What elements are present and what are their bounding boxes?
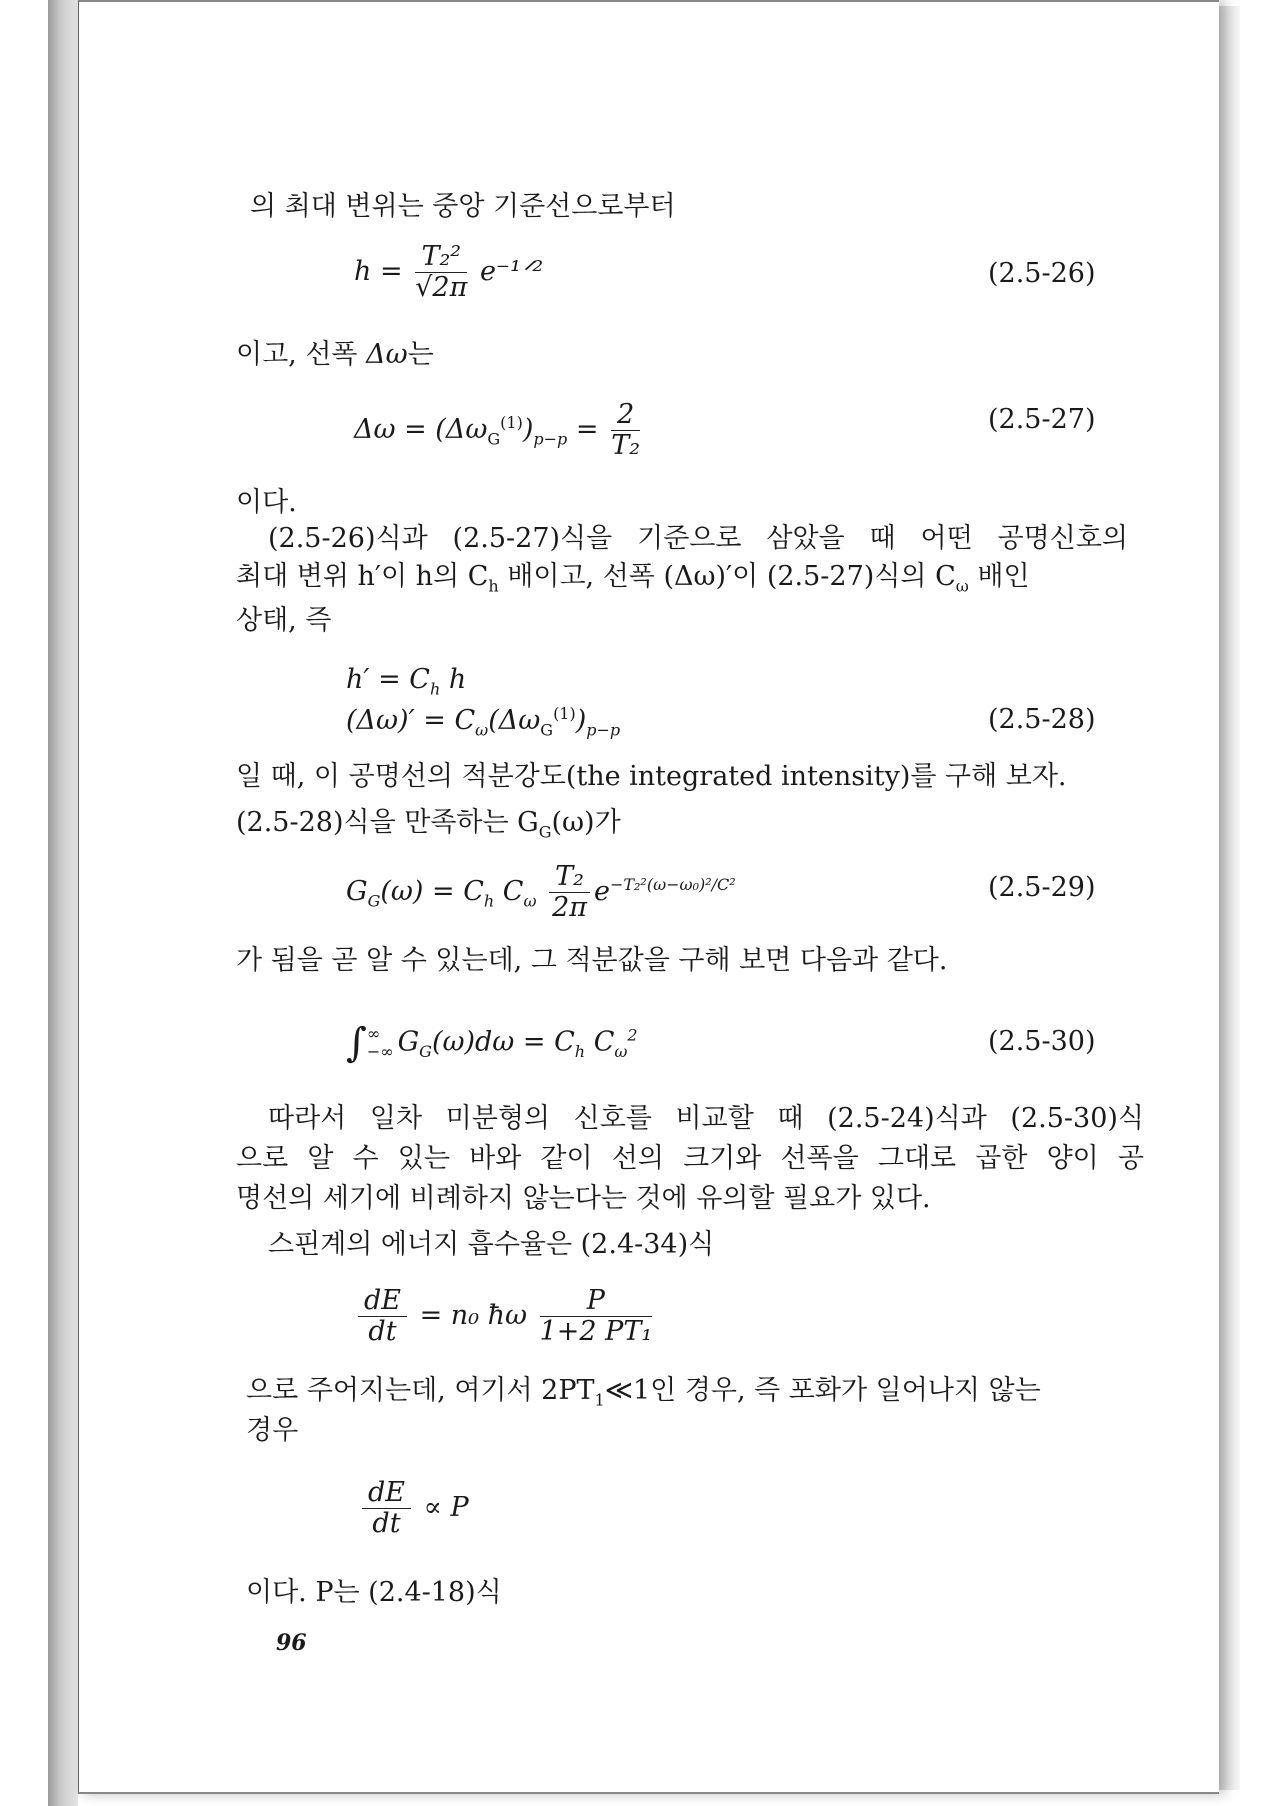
fraction-denominator: dt <box>368 1316 397 1347</box>
text-line <box>246 1374 1140 1417</box>
fraction <box>540 1286 653 1347</box>
fraction <box>362 1478 411 1539</box>
text-segment: (2.5-28)식을 만족하는 G <box>236 807 539 838</box>
equation-proportional <box>358 1478 469 1539</box>
text-line: 이다. P는 (2.4-18)식 <box>246 1577 502 1608</box>
integral-sign: ∫ <box>346 1020 367 1066</box>
eq-text: C <box>593 1026 615 1058</box>
math-symbol: Δω <box>366 339 408 370</box>
fraction <box>549 862 590 923</box>
text-segment: 는 <box>407 339 434 370</box>
text-segment: 배인 <box>977 561 1030 592</box>
text-line: 가 됨을 곧 알 수 있는데, 그 적분값을 구해 보면 다음과 같다. <box>236 945 948 976</box>
equation-2-5-27: $\Delta\omega = (\Delta\omega_G^{(1)})_{p-p}$ = $\frac{2}{\text{T₂}}$ <box>354 399 641 461</box>
eq-subscript: p−p <box>586 720 621 740</box>
equation-number: (2.5-27) <box>988 404 1096 435</box>
fraction-denominator: dt <box>372 1508 401 1539</box>
equation-2-5-29: $G_G(\omega) = C_h$ $C_\omega$ $\frac{\text{T₂}}{2\pi}$ $e^{-T_2^2(\omega-\omega_0)^2/C^2}$ <box>346 861 736 923</box>
equation-2-5-28-line1: $h' = C_h$ h <box>346 664 467 699</box>
eq-lhs: Δω = (Δω <box>354 414 488 445</box>
text-line: (2.5-26)식과 (2.5-27)식을 기준으로 삼았을 때 어떤 공명신호의 <box>268 523 1128 554</box>
eq-exp: e <box>593 876 610 907</box>
subscript: 1 <box>594 1390 605 1410</box>
eq-text: = n₀ ħω <box>419 1300 528 1331</box>
eq-lhs: h = <box>354 256 403 287</box>
integral-lower-limit: −∞ <box>366 1042 394 1061</box>
subscript: G <box>538 822 552 842</box>
fraction-denominator: T₂ <box>611 430 641 461</box>
eq-text: (Δω)′ = C <box>346 705 476 736</box>
text-line: 이다. <box>236 487 297 518</box>
text-segment: (ω)가 <box>551 807 621 838</box>
text-line: 일 때, 이 공명선의 적분강도(the integrated intensity)를 구해 보자. <box>236 761 1067 792</box>
subscript: ω <box>955 576 969 596</box>
eq-text: ∝ P <box>423 1492 469 1523</box>
page-edge-shadow <box>1218 6 1240 1790</box>
equation-number: (2.5-30) <box>988 1026 1096 1057</box>
fraction-denominator: 1+2 PT₁ <box>539 1316 653 1347</box>
text-segment: 으로 주어지는데, 여기서 2PT <box>246 1375 595 1406</box>
eq-text: (ω)dω = C <box>431 1026 575 1058</box>
equation-2-5-26 <box>354 242 543 303</box>
fraction-numerator: 2 <box>611 400 640 431</box>
text-line: 따라서 일차 미분형의 신호를 비교할 때 (2.5-24)식과 (2.5-30)식 <box>268 1103 1144 1134</box>
eq-superscript: −T₂²(ω−ω₀)²/C² <box>609 875 736 894</box>
eq-text: h′ = C <box>346 664 430 695</box>
eq-superscript: 2 <box>627 1025 638 1045</box>
text-segment: 이고, 선폭 <box>236 339 367 370</box>
eq-paren: ) <box>575 705 587 736</box>
text-line: 의 최대 변위는 중앙 기준선으로부터 <box>250 191 676 222</box>
text-segment: 배이고, 선폭 (Δω)′이 (2.5-27)식의 C <box>507 561 956 592</box>
book-spine <box>48 0 78 1806</box>
fraction <box>358 1286 407 1347</box>
text-line: 경우 <box>246 1415 299 1446</box>
eq-text: (Δω <box>488 705 541 736</box>
eq-equals: = <box>575 414 599 445</box>
text-line <box>236 560 1128 603</box>
eq-tail: e⁻¹ᐟ² <box>479 256 544 287</box>
text-segment: ≪1인 경우, 즉 포화가 일어나지 않는 <box>604 1375 1041 1406</box>
text-line: 스핀계의 에너지 흡수율은 (2.4-34)식 <box>268 1229 715 1260</box>
equation-number: (2.5-29) <box>988 872 1096 903</box>
text-line: 명선의 세기에 비례하지 않는다는 것에 유의할 필요가 있다. <box>236 1183 931 1214</box>
page-number: 96 <box>276 1630 307 1656</box>
fraction-numerator: T₂ <box>549 862 590 893</box>
eq-text: C <box>502 876 524 907</box>
equation-energy-absorption <box>354 1286 656 1347</box>
fraction-numerator: T₂² <box>415 242 467 273</box>
text-line: 으로 알 수 있는 바와 같이 선의 크기와 선폭을 그대로 곱한 양이 공 <box>236 1143 1144 1174</box>
equation-number: (2.5-26) <box>988 258 1096 289</box>
eq-paren: ) <box>522 414 534 445</box>
text-line: 상태, 즉 <box>236 605 332 636</box>
fraction-numerator: P <box>540 1286 653 1317</box>
subscript: h <box>488 576 499 596</box>
equation-number: (2.5-28) <box>988 704 1096 735</box>
text-line <box>236 338 434 372</box>
fraction-denominator: √2π <box>415 272 468 303</box>
integral-upper-limit: ∞ <box>366 1024 381 1043</box>
fraction <box>611 400 640 461</box>
text-line <box>236 806 621 849</box>
eq-text: G <box>346 876 368 907</box>
equation-2-5-30: ∫ ∞ −∞ $G_G(\omega)d\omega = C_h$ $C_\omega^2$ <box>346 1020 638 1066</box>
fraction <box>415 242 467 303</box>
eq-text: G <box>397 1026 420 1058</box>
fraction-denominator: 2π <box>552 892 587 923</box>
fraction-numerator: dE <box>362 1478 411 1509</box>
eq-subscript: h <box>429 679 441 699</box>
text-segment: 최대 변위 h′이 h의 C <box>236 561 489 592</box>
eq-text: (ω) = C <box>380 876 484 907</box>
fraction-numerator: dE <box>358 1286 407 1317</box>
equation-2-5-28-line2: $(\Delta\omega)' = C_\omega(\Delta\omega_G^{(1)})_{p-p}$ <box>346 704 621 740</box>
eq-subscript: p−p <box>533 429 568 449</box>
